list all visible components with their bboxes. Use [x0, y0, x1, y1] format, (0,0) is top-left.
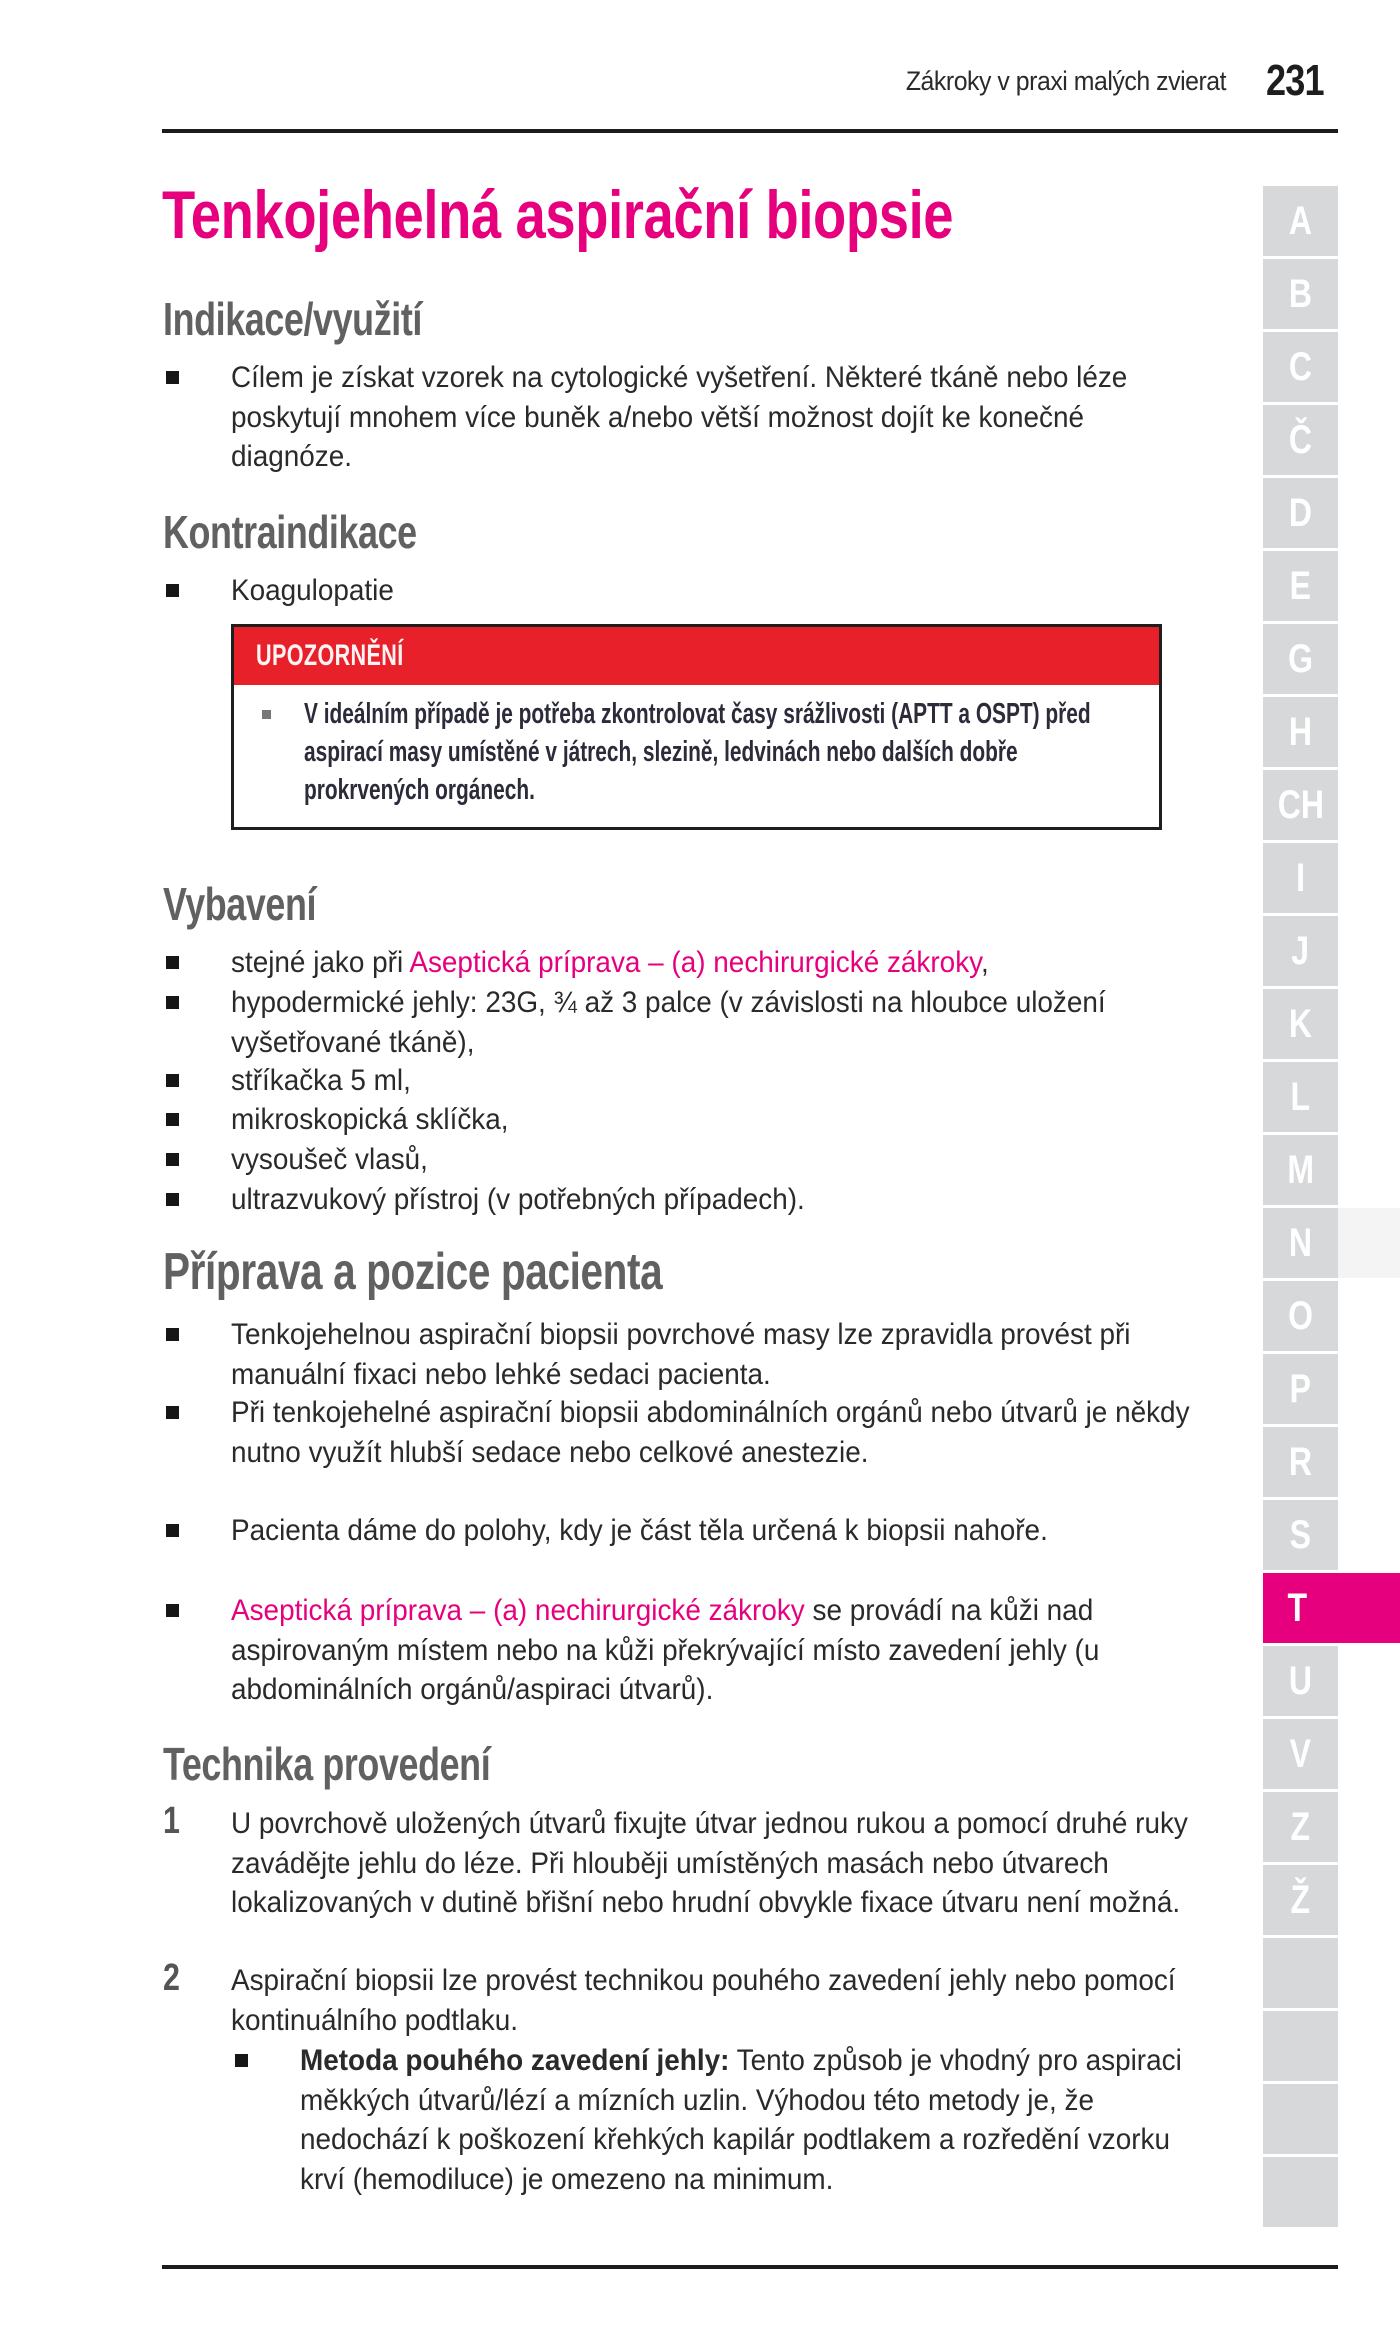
bullet-icon [166, 996, 179, 1009]
item-text: Pacienta dáme do polohy, kdy je část těla určená k biopsii nahoře. [231, 1514, 1048, 1547]
index-tab-H[interactable] [1263, 697, 1338, 767]
list-item [163, 943, 1243, 983]
index-tab-J[interactable] [1263, 916, 1338, 986]
index-tab-label: G [1288, 637, 1313, 681]
method-text: Tento způsob je vhodný pro aspiraci měkkých útvarů/lézí a mízních uzlin. Výhodou této metody je, že nedochází k poškození křehkých kapilár podtlakem a rozředění vzorku krví (hemodiluce) je omezeno na minimum. [300, 2044, 1182, 2196]
list-item [163, 1315, 1243, 1394]
page-number: 231 [1266, 56, 1324, 105]
heading-vybaveni: Vybavení [163, 878, 317, 930]
index-tab-S[interactable] [1263, 1500, 1338, 1570]
item-text: Koagulopatie [231, 574, 394, 607]
page-title: Tenkojehelná aspirační biopsie [162, 177, 954, 253]
index-tab-label: K [1288, 1002, 1313, 1046]
bullet-icon [166, 1193, 179, 1206]
index-tab-N[interactable] [1263, 1208, 1338, 1278]
index-tab-M[interactable] [1263, 1135, 1338, 1205]
index-tab-label: T [1287, 1586, 1307, 1630]
heading-kontraindikace: Kontraindikace [163, 506, 417, 558]
index-tab-label: L [1290, 1075, 1311, 1119]
link-asepticka-priprava[interactable]: Aseptická príprava – (a) nechirurgické zákroky [231, 1594, 805, 1627]
index-tab-O[interactable] [1263, 1281, 1338, 1351]
index-tab-U[interactable] [1263, 1646, 1338, 1716]
item-text: Při tenkojehelné aspirační biopsii abdominálních orgánů nebo útvarů je někdy nutno využít hlubší sedace nebo celkové anestezie. [231, 1396, 1190, 1469]
warning-box [231, 624, 1162, 830]
bullet-icon [166, 1524, 179, 1537]
index-tab-label: A [1288, 199, 1313, 243]
heading-priprava: Příprava a pozice pacienta [163, 1243, 663, 1301]
index-tab-I[interactable] [1263, 843, 1338, 913]
index-tab-V[interactable] [1263, 1719, 1338, 1789]
bullet-icon [166, 1604, 179, 1617]
item-text: Cílem je získat vzorek na cytologické vyšetření. Některé tkáně nebo léze poskytují mnohem více buněk a/nebo větší možnost dojít ke konečné diagnóze. [231, 361, 1128, 473]
index-tab-label: V [1289, 1732, 1312, 1776]
step-number: 2 [163, 1957, 180, 1999]
index-tab-P[interactable] [1263, 1354, 1338, 1424]
item-suffix: se provádí na kůži nad aspirovaným místem nebo na kůži překrývající místo zavedení jehly (u abdominálních orgánů/aspiraci útvarů). [231, 1594, 1100, 1706]
item-text: mikroskopická sklíčka, [231, 1103, 509, 1136]
index-tab-label: CH [1277, 783, 1324, 827]
list-item [163, 1061, 1243, 1101]
list-item [163, 1100, 1243, 1140]
item-text [300, 2041, 1207, 2199]
item-text: Tenkojehelnou aspirační biopsii povrchové masy lze zpravidla provést při manuální fixaci nebo lehké sedaci pacienta. [231, 1318, 1131, 1391]
index-tab-label: R [1288, 1440, 1313, 1484]
index-tab-CH[interactable] [1263, 770, 1338, 840]
list-item [163, 1140, 1243, 1180]
index-tab-label: Ž [1290, 1878, 1311, 1922]
heading-technika: Technika provedení [163, 1738, 491, 1790]
index-tab-label: I [1296, 856, 1305, 900]
list-item [163, 358, 1243, 477]
index-tab-shadow [1338, 1208, 1400, 1278]
list-item [163, 1511, 1243, 1551]
index-tab-empty[interactable] [1263, 2084, 1338, 2154]
list-item [163, 571, 1243, 611]
bullet-icon [166, 584, 179, 597]
index-tab-T[interactable] [1263, 1573, 1400, 1643]
list-item [163, 1393, 1243, 1472]
bullet-icon [166, 1406, 179, 1419]
list-item [163, 983, 1243, 1062]
index-tab-label: Č [1288, 418, 1313, 462]
index-tab-label: E [1289, 564, 1312, 608]
bullet-icon [166, 1328, 179, 1341]
item-text [231, 1591, 1198, 1710]
index-tab-E[interactable] [1263, 551, 1338, 621]
bullet-icon [235, 2054, 248, 2067]
bullet-icon [166, 956, 179, 969]
index-tab-K[interactable] [1263, 989, 1338, 1059]
footer-rule [162, 2265, 1338, 2269]
index-tab-label: J [1291, 929, 1310, 973]
list-item [163, 1180, 1243, 1220]
index-tab-L[interactable] [1263, 1062, 1338, 1132]
item-prefix: stejné jako při [231, 946, 410, 979]
index-tab-label: H [1288, 710, 1313, 754]
index-tab-B[interactable] [1263, 259, 1338, 329]
index-tab-A[interactable] [1263, 186, 1338, 256]
running-head: Zákroky v praxi malých zvierat [905, 66, 1226, 96]
index-tab-label: Z [1290, 1805, 1311, 1849]
index-tab-G[interactable] [1263, 624, 1338, 694]
index-tab-Ž[interactable] [1263, 1865, 1338, 1935]
item-text [231, 943, 1198, 983]
index-tab-Z[interactable] [1263, 1792, 1338, 1862]
index-tab-R[interactable] [1263, 1427, 1338, 1497]
bullet-icon [166, 1113, 179, 1126]
index-tab-empty[interactable] [1263, 2157, 1338, 2227]
warning-text: V ideálním případě je potřeba zkontrolovat časy srážlivosti (APTT a OSPT) před aspirací masy umístěné v játrech, slezině, ledvinách nebo dalších dobře prokrvených orgánech. [304, 698, 1091, 806]
index-tab-label: C [1288, 345, 1313, 389]
index-tab-empty[interactable] [1263, 1938, 1338, 2008]
step-text: Aspirační biopsii lze provést technikou pouhého zavedení jehly nebo pomocí kontinuálního podtlaku. [231, 1964, 1176, 2037]
step-number: 1 [163, 1800, 180, 1842]
step-item [163, 1800, 1243, 1923]
index-tab-label: P [1289, 1367, 1312, 1411]
step-item [163, 1957, 1243, 2040]
index-tab-label: B [1288, 272, 1313, 316]
index-tab-label: M [1287, 1148, 1314, 1192]
index-tab-label: O [1288, 1294, 1313, 1338]
index-tab-label: U [1288, 1659, 1313, 1703]
item-text: stříkačka 5 ml, [231, 1064, 411, 1097]
warning-label: UPOZORNĚNÍ [256, 639, 404, 672]
item-suffix: , [981, 946, 989, 979]
index-tab-label: S [1289, 1513, 1312, 1557]
bullet-icon [166, 1153, 179, 1166]
sub-list-item [232, 2041, 1242, 2199]
list-item [163, 1591, 1243, 1710]
index-tab-C[interactable] [1263, 332, 1338, 402]
bullet-icon [166, 371, 179, 384]
bullet-icon [166, 1074, 179, 1087]
header-rule [162, 129, 1338, 133]
warning-header [234, 627, 1159, 685]
heading-indikace: Indikace/využití [163, 293, 422, 345]
bullet-icon [262, 710, 271, 719]
index-tab-D[interactable] [1263, 478, 1338, 548]
item-text: hypodermické jehly: 23G, ¾ až 3 palce (v závislosti na hloubce uložení vyšetřované tkáně), [231, 986, 1106, 1059]
index-tab-label: D [1288, 491, 1313, 535]
link-asepticka-priprava[interactable]: Aseptická príprava – (a) nechirurgické zákroky [409, 946, 982, 979]
index-tab-Č[interactable] [1263, 405, 1338, 475]
warning-body [234, 685, 1159, 809]
index-tab-empty[interactable] [1263, 2011, 1338, 2081]
index-tab-label: N [1288, 1221, 1313, 1265]
item-text: vysoušeč vlasů, [231, 1143, 428, 1176]
item-text: ultrazvukový přístroj (v potřebných případech). [231, 1183, 805, 1216]
step-text: U povrchově uložených útvarů fixujte útvar jednou rukou a pomocí druhé ruky zavádějte jehlu do léze. Při hlouběji umístěných masách nebo útvarech lokalizovaných v dutině břišní nebo hrudní obvykle fixace útvaru není možná. [231, 1807, 1188, 1919]
method-label: Metoda pouhého zavedení jehly: [300, 2044, 730, 2077]
